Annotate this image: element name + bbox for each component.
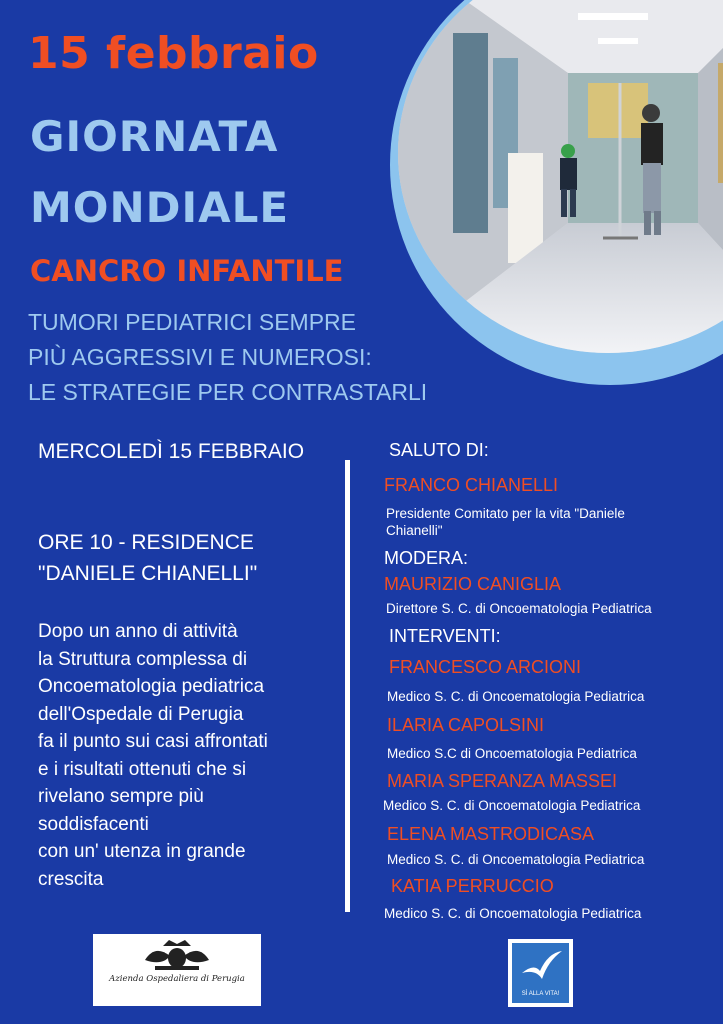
date-title: 15 febbraio (28, 28, 319, 79)
moderator-role: Direttore S. C. di Oncoematologia Pediatrica (386, 601, 652, 616)
speakers-label: INTERVENTI: (389, 626, 501, 646)
event-time-place-line-2: "DANIELE CHIANELLI" (38, 562, 258, 585)
event-time-place (38, 527, 257, 589)
hospital-corridor-photo (390, 0, 723, 385)
event-time-place-line-1: ORE 10 - RESIDENCE (38, 531, 254, 554)
hospital-logo (93, 934, 261, 1006)
corridor-illustration (398, 0, 723, 353)
description-line: Dopo un anno di attività (38, 621, 238, 642)
subtitle-line-3: LE STRATEGIE PER CONTRASTARLI (28, 379, 428, 405)
description-line: fa il punto sui casi affrontati (38, 731, 268, 752)
greeting-name: FRANCO CHIANELLI (384, 475, 559, 495)
greeting-role-line-2: Chianelli" (386, 523, 443, 538)
moderator-name: MAURIZIO CANIGLIA (384, 574, 562, 594)
column-divider (345, 460, 350, 912)
subtitle-line-2: PIÙ AGGRESSIVI E NUMEROSI: (28, 344, 372, 370)
speaker-role: Medico S. C. di Oncoematologia Pediatrica (384, 906, 642, 921)
speaker-role: Medico S. C. di Oncoematologia Pediatrica (383, 798, 641, 813)
speaker-role: Medico S. C. di Oncoematologia Pediatrica (387, 852, 645, 867)
subtitle-line-1: TUMORI PEDIATRICI SEMPRE (28, 309, 356, 335)
speaker-name: MARIA SPERANZA MASSEI (387, 771, 618, 791)
greeting-label: SALUTO DI: (389, 440, 489, 460)
event-description (38, 618, 338, 893)
event-day: MERCOLEDÌ 15 FEBBRAIO (38, 440, 305, 463)
description-line: e i risultati ottenuti che si (38, 758, 247, 780)
hospital-logo-text: Azienda Ospedaliera di Perugia (109, 974, 245, 984)
title-line-mondiale: MONDIALE (30, 183, 290, 232)
greeting-role-line-1: Presidente Comitato per la vita "Daniele (386, 506, 625, 521)
speaker-role: Medico S. C. di Oncoematologia Pediatrica (387, 689, 645, 704)
speaker-name: FRANCESCO ARCIONI (389, 657, 582, 677)
speaker-role: Medico S.C di Oncoematologia Pediatrica (387, 746, 637, 761)
si-alla-vita-logo (508, 939, 573, 1007)
coat-of-arms-icon (93, 934, 261, 1006)
description-line: la Struttura complessa di (38, 648, 248, 670)
description-line: con un' utenza in grande (38, 841, 246, 862)
seagull-icon (512, 943, 569, 991)
description-line: Oncoematologia pediatrica (38, 676, 265, 697)
si-alla-vita-text: SÌ ALLA VITA! (521, 991, 560, 997)
speaker-name: ELENA MASTRODICASA (387, 824, 595, 844)
greeting-role (386, 505, 625, 539)
title-line-cancro-infantile: CANCRO INFANTILE (30, 254, 344, 288)
speaker-name: ILARIA CAPOLSINI (387, 715, 545, 735)
description-line: crescita (38, 868, 104, 890)
description-line: dell'Ospedale di Perugia (38, 703, 244, 725)
speaker-name: KATIA PERRUCCIO (391, 876, 554, 896)
description-line: rivelano sempre più (38, 786, 204, 807)
title-line-giornata: GIORNATA (30, 112, 279, 161)
description-line: soddisfacenti (38, 813, 149, 835)
moderator-label: MODERA: (384, 548, 469, 568)
